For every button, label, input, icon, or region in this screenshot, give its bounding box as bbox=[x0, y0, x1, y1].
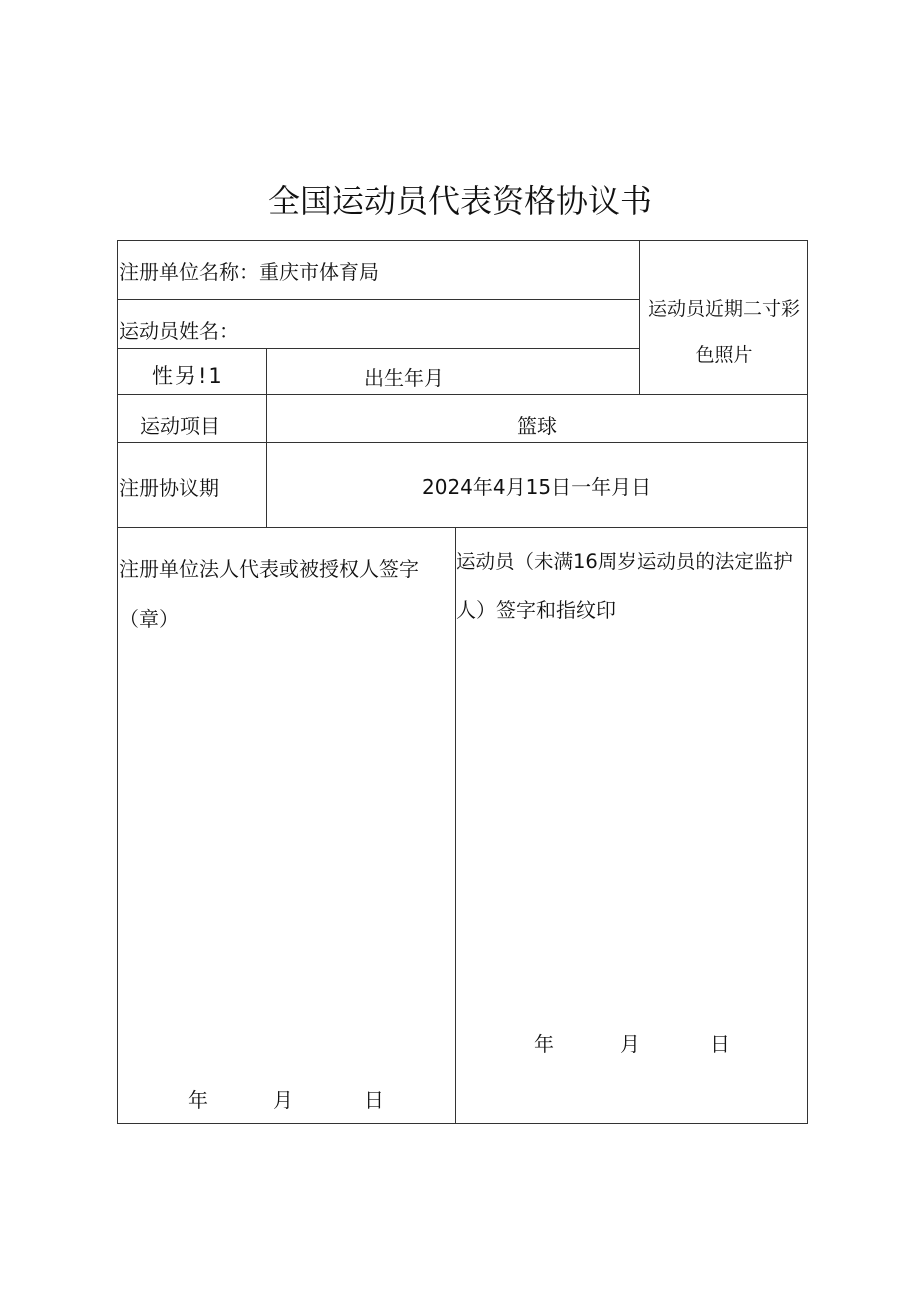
label-column-divider bbox=[266, 394, 267, 528]
row-divider-name bbox=[117, 348, 639, 349]
right-date-year: 年 bbox=[534, 1032, 554, 1056]
photo-line-1: 运动员近期二寸彩 bbox=[647, 298, 800, 320]
period-value: 2024年4月15日一年月日 bbox=[422, 475, 652, 499]
sport-label: 运动项目 bbox=[140, 414, 220, 438]
right-date-day: 日 bbox=[710, 1032, 730, 1056]
unit-label: 注册单位名称： bbox=[119, 260, 259, 284]
left-date-month: 月 bbox=[273, 1088, 293, 1112]
right-sign-line-2: 人）签字和指纹印 bbox=[456, 598, 616, 622]
document-title: 全国运动员代表资格协议书 bbox=[267, 182, 652, 220]
table-border-left bbox=[117, 240, 118, 1124]
unit-row bbox=[119, 260, 379, 284]
left-sign-line-2: （章） bbox=[119, 607, 179, 631]
photo-line-2: 色照片 bbox=[695, 344, 753, 366]
row-divider-sport bbox=[117, 442, 808, 443]
athlete-name-label: 运动员姓名： bbox=[119, 319, 239, 343]
table-border-top bbox=[117, 240, 808, 241]
left-date-year: 年 bbox=[188, 1088, 208, 1112]
row-divider-unit bbox=[117, 299, 639, 300]
birth-label: 出生年月 bbox=[364, 366, 444, 390]
right-date-month: 月 bbox=[620, 1032, 640, 1056]
gender-cell-divider bbox=[266, 348, 267, 395]
row-divider-gender bbox=[117, 394, 808, 395]
sport-value: 篮球 bbox=[517, 414, 557, 438]
left-sign-line-1: 注册单位法人代表或被授权人签字 bbox=[119, 557, 419, 581]
left-date-day: 日 bbox=[364, 1088, 384, 1112]
table-border-bottom bbox=[117, 1123, 808, 1124]
period-label: 注册协议期 bbox=[119, 476, 219, 500]
photo-placeholder bbox=[640, 286, 808, 378]
row-divider-period bbox=[117, 527, 808, 528]
gender-label: 性另!1 bbox=[152, 364, 224, 388]
unit-value: 重庆市体育局 bbox=[259, 260, 379, 284]
right-sign-line-1: 运动员（未满16周岁运动员的法定监护 bbox=[456, 550, 793, 573]
